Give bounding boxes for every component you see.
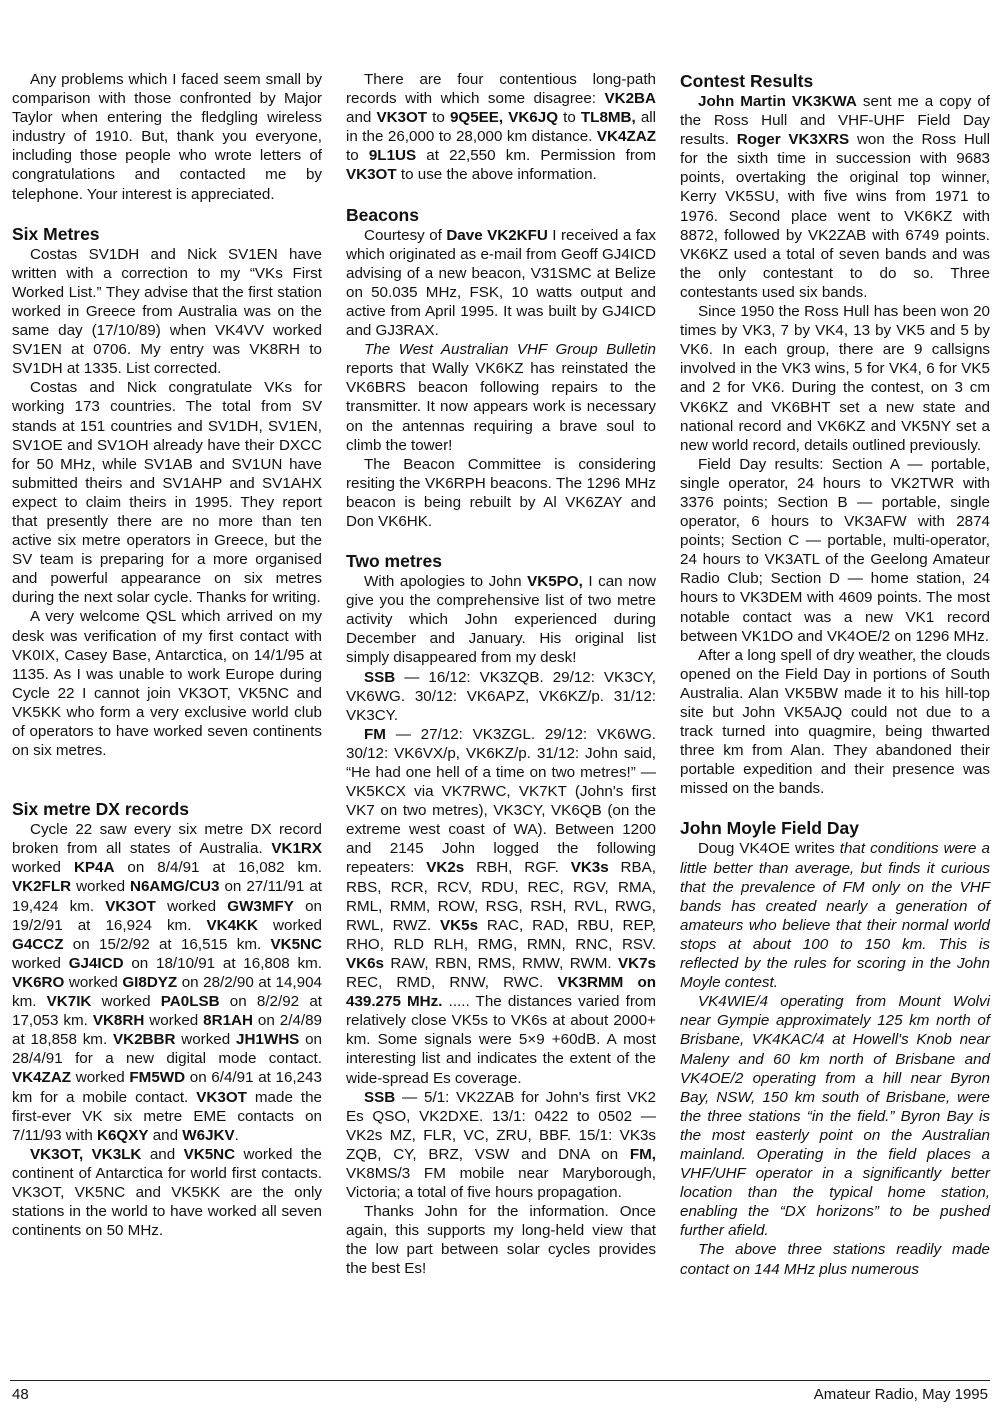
paragraph-costas-congratulate: Costas and Nick congratulate VKs for working 173 countries. The total from SV stands at 151 countries and SV1DH, SV1EN, SV1OE and SV1OH already have their DXCC for 50 MHz, while SV1AB and SV1UN have submitted theirs and SV1AHP and SV1AHX expect to claim theirs in 1995. They report that presently there are no more than ten active six metre operators in Greece, but the SV team is preparing for a more organised and powerful appearance on six metres during the next solar cycle. Thanks for writing. xyxy=(12,379,322,607)
column-2 xyxy=(346,70,656,1279)
paragraph-field-day-results: Field Day results: Section A — portable, single operator, 24 hours to VK2TWR with 3376 points; Section B — portable, single operator, 6 hours to VK3AFW with 2874 points; Section C — portable, multi-operator, 24 hours to VK3ATL of the Geelong Amateur Radio Club; Section D — home station, 24 hours to VK3DEM with 4609 points. The most notable contact was a new VK1 record between VK1DO and VK4OE/2 on 1296 MHz. xyxy=(680,455,990,645)
page-number: 48 xyxy=(12,1386,29,1403)
paragraph-wa-bulletin: The West Australian VHF Group Bulletin reports that Wally VK6KZ has reinstated the VK6BRS beacon following repairs to the transmitter. It now appears work is necessary on the antennas requiring a brave soul to climb the tower! xyxy=(346,341,656,454)
column-3 xyxy=(680,70,990,1279)
paragraph-long-path: There are four contentious long-path records with which some disagree: VK2BA and VK3OT to 9Q5EE, VK6JQ to TL8MB, all in the 26,000 to 28,000 km distance. VK4ZAZ to 9L1US at 22,550 km. Permission from VK3OT to use the above information. xyxy=(346,71,657,184)
paragraph-ssb-january: SSB — 5/1: VK2ZAB for John's first VK2 Es QSO, VK2DXE. 13/1: 0422 to 0502 — VK2s MZ, FLR, VC, ZRU, BBF. 15/1: VK3s ZQB, CY, BRZ, VSW and DNA on FM, VK8MS/3 FM mobile near Maryborough, Victoria; a total of five hours propagation. xyxy=(346,1088,656,1202)
paragraph-since-1950: Since 1950 the Ross Hull has been won 20 times by VK3, 7 by VK4, 13 by VK5 and 5 by VK6. In each group, there are 9 callsigns involved in the VK3 wins, 5 for VK4, 6 for VK5 and 2 for VK6. During the contest, on 3 cm VK6KZ and VK6BHT set a new state and national record and VK6KZ and VK5NY set a new world record, details outlined previously. xyxy=(680,303,990,454)
paragraph-thanks-john: Thanks John for the information. Once again, this supports my long-held view that the low part between solar cycles provides the best Es! xyxy=(346,1203,656,1278)
paragraph-dry-weather: After a long spell of dry weather, the clouds opened on the Field Day in portions of South Australia. Alan VK5BW made it to his hill-top site but John VK5AJQ could not due to a track turned into quagmire, being thwarted three km from Alan. They abandoned their portable expedition and their presence was missed on the bands. xyxy=(680,646,990,798)
paragraph-fm-december: FM — 27/12: VK3ZGL. 29/12: VK6WG. 30/12: VK6VX/p, VK6KZ/p. 31/12: John said, “He had one hell of a time on two metres!” — VK5KCX via VK7RWC, VK7KT (John's first VK7 on two metres), VK3CY, VK6QB (on the extreme west coast of WA). Between 1200 and 2145 John logged the following repeaters: VK2s RBH, RGF. VK3s RBA, RBS, RCR, RCV, RDU, REC, RGV, RMA, RML, RMM, ROW, RSG, RSH, RVL, RWG, RWL, RWZ. VK5s RAC, RAD, RBU, REP, RHO, RLD RLH, RMG, RMN, RNC, RSV. VK6s RAW, RBN, RMS, RMW, RWM. VK7s REC, RMD, RNW, RWC. VK3RMM on 439.275 MHz. ..... The distances varied from relatively close VK5s to VK6s at about 2000+ km. Some signals were 5×9 +60dB. A most interesting list and indicates the extent of the wide-spread Es coverage. xyxy=(346,725,657,1087)
paragraph-ross-hull-results: John Martin VK3KWA sent me a copy of the Ross Hull and VHF-UHF Field Day results. Roger VK3XRS won the Ross Hull for the sixth time in succession with 9683 points, overtaking the original top winner, Kerry VK5SU, with five wins from 1971 to 1976. Second place went to VK6KZ with 8872, followed by VK2ZAB with 6749 points. VK6KZ used a total of seven bands and was the only contestant to do so. Three contestants used six bands. xyxy=(680,93,991,301)
intro-paragraph: Any problems which I faced seem small by comparison with those confronted by Major Taylor when entering the fledgling wireless industry of 1910. But, thank you everyone, including those people who wrote letters of congratulations and contacted me by telephone. Your interest is appreciated. xyxy=(12,71,322,203)
heading-six-metres: Six Metres xyxy=(12,223,100,244)
paragraph-field-stations: VK4WIE/4 operating from Mount Wolvi near Gympie approximately 125 km north of Brisbane, VK4KAC/4 at Howell's Knob near Maleny and 60 km north of Brisbane and VK4OE/2 operating from a hill near Byron Bay, NSW, 150 km south of Brisbane, were the three stations “in the field.” Byron Bay is the most easterly point on the Australian mainland. Operating in the field places a VHF/UHF operator in a significantly better location than the typical home station, enabling the “DX horizons” to be pushed further afield. xyxy=(680,993,990,1240)
column-1 xyxy=(12,70,322,1240)
paragraph-beacon-committee: The Beacon Committee is considering resiting the VK6RPH beacons. The 1296 MHz beacon is being rebuilt by Al VK6ZAY and Don VK6HK. xyxy=(346,455,656,530)
heading-contest-results: Contest Results xyxy=(680,71,814,91)
heading-beacons: Beacons xyxy=(346,204,419,225)
paragraph-beacon-belize: Courtesy of Dave VK2KFU I received a fax which originated as e-mail from Geoff GJ4ICD advising of a new beacon, V31SMC at Belize on 50.035 MHz, FSK, 10 watts output and active from April 1995. It was built by GJ4ICD and GJ3RAX. xyxy=(346,226,656,340)
footer-rule xyxy=(10,1380,990,1381)
paragraph-antarctica: VK3OT, VK3LK and VK5NC worked the continent of Antarctica for world first contacts. VK3OT, VK5NC and VK5KK are the only stations in the world to have worked all seven continents on 50 MHz. xyxy=(12,1145,323,1240)
heading-dx-records: Six metre DX records xyxy=(12,799,190,820)
masthead: Amateur Radio, May 1995 xyxy=(813,1386,988,1403)
paragraph-doug-vk4oe: Doug VK4OE writes that conditions were a little better than average, but finds it curious that the prevalence of FM only on the VHF bands has created nearly a generation of amateurs who believe that their normal world stops at about 100 to 150 km. This is reflected by the rules for scoring in the John Moyle contest. xyxy=(680,840,990,992)
paragraph-qsl: A very welcome QSL which arrived on my desk was verification of my first contact with VK0IX, Casey Base, Antarctica, on 14/1/95 at 1135. As I was unable to work Europe during Cycle 22 I cannot join VK3OT, VK5NC and VK5KK who form a very exclusive world club of operators to have worked seven continents on six metres. xyxy=(12,608,322,760)
paragraph-above-stations: The above three stations readily made contact on 144 MHz plus numerous xyxy=(680,1241,990,1278)
paragraph-dx-records: Cycle 22 saw every six metre DX record broken from all states of Australia. VK1RX worked KP4A on 8/4/91 at 16,082 km. VK2FLR worked N6AMG/CU3 on 27/11/91 at 19,424 km. VK3OT worked GW3MFY on 19/2/91 at 16,924 km. VK4KK worked G4CCZ on 15/2/92 at 16,515 km. VK5NC worked GJ4ICD on 18/10/91 at 16,808 km. VK6RO worked GI8DYZ on 28/2/90 at 14,904 km. VK7IK worked PA0LSB on 8/2/92 at 17,053 km. VK8RH worked 8R1AH on 2/4/89 at 18,858 km. VK2BBR worked JH1WHS on 28/4/91 for a new digital mode contact. VK4ZAZ worked FM5WD on 6/4/91 at 16,243 km for a mobile contact. VK3OT made the first-ever VK six metre EME contacts on 7/11/93 with K6QXY and W6JKV. xyxy=(12,821,323,1144)
heading-two-metres: Two metres xyxy=(346,551,442,572)
paragraph-ssb-december: SSB — 16/12: VK3ZQB. 29/12: VK3CY, VK6WG. 30/12: VK6APZ, VK6KZ/p. 31/12: VK3CY. xyxy=(346,668,656,724)
paragraph-two-metres-intro: With apologies to John VK5PO, I can now give you the comprehensive list of two metre activity which John experienced during December and January. His original list simply disappeared from my desk! xyxy=(346,573,657,667)
heading-john-moyle: John Moyle Field Day xyxy=(680,818,859,839)
paragraph-costas-correction: Costas SV1DH and Nick SV1EN have written with a correction to my “VKs First Worked List.” They advise that the first station worked in Greece from Australia was on the same day (17/10/89) when VK4VV worked SV1EN at 0706. My entry was VK8RH to SV1DH at 1335. List corrected. xyxy=(12,245,322,378)
